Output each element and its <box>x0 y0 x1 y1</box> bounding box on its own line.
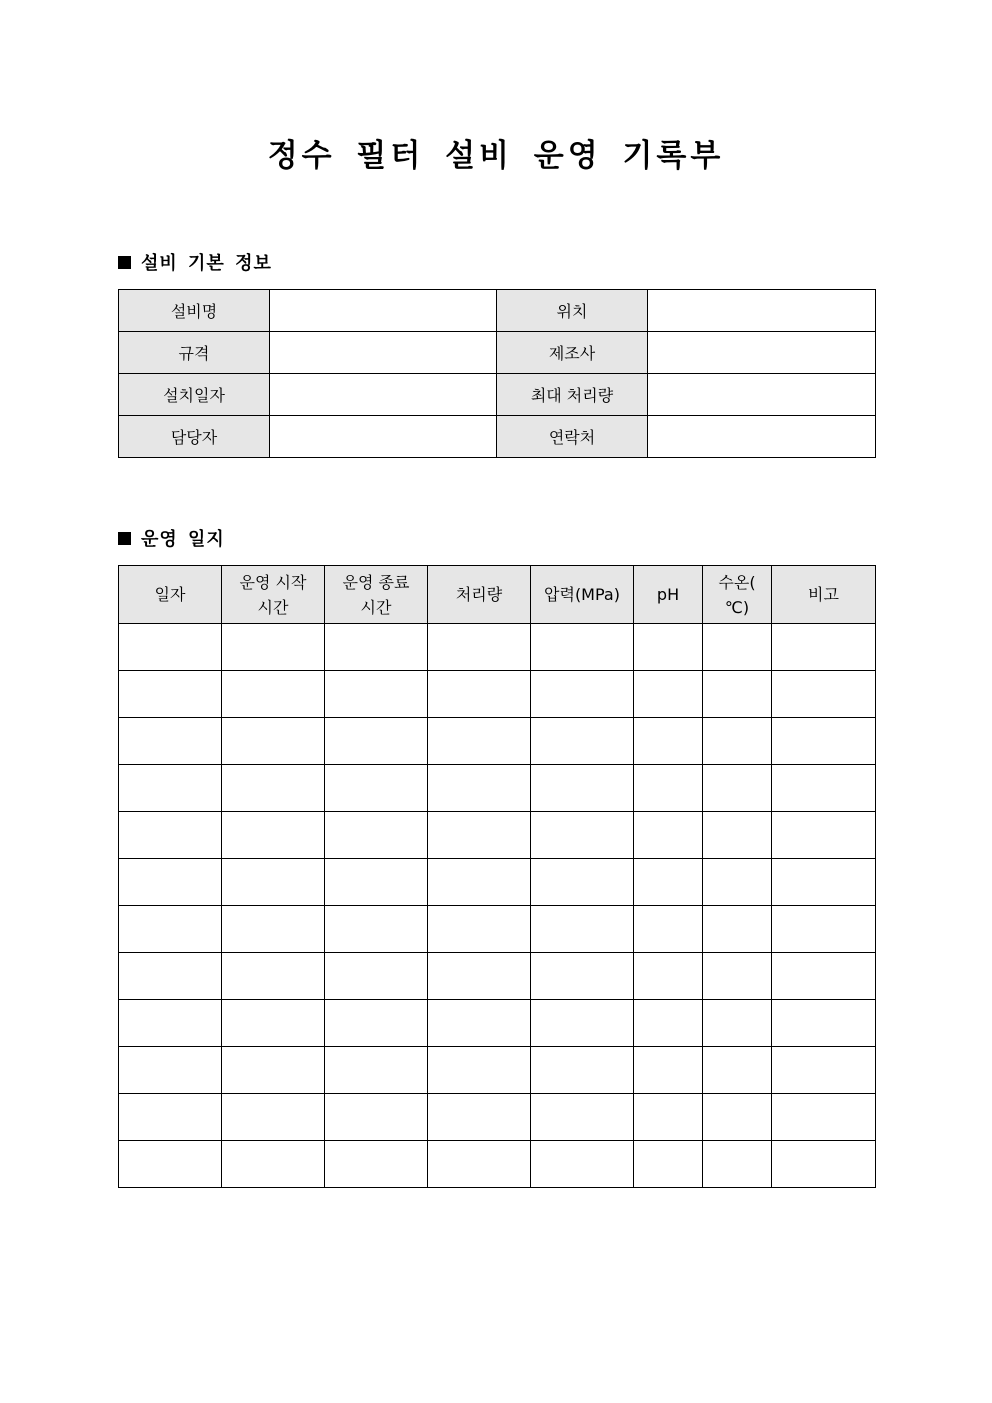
log-cell-end-time[interactable] <box>325 1047 428 1094</box>
column-header-line: 운영 종료 <box>342 572 410 592</box>
field-label: 위치 <box>497 290 648 332</box>
log-cell-pressure[interactable] <box>531 1047 634 1094</box>
log-cell-throughput[interactable] <box>428 624 531 671</box>
log-cell-throughput[interactable] <box>428 671 531 718</box>
column-header-throughput: 처리량 <box>428 566 531 624</box>
log-cell-remarks[interactable] <box>772 812 876 859</box>
log-cell-remarks[interactable] <box>772 671 876 718</box>
field-value-manager[interactable] <box>270 416 497 458</box>
field-value-equipment-name[interactable] <box>270 290 497 332</box>
log-cell-start-time[interactable] <box>222 906 325 953</box>
field-value-manufacturer[interactable] <box>648 332 876 374</box>
log-cell-pressure[interactable] <box>531 671 634 718</box>
log-cell-throughput[interactable] <box>428 953 531 1000</box>
column-header-line: 수온( <box>718 572 756 592</box>
basic-info-table <box>118 289 876 458</box>
log-cell-throughput[interactable] <box>428 1141 531 1188</box>
field-label: 규격 <box>119 332 270 374</box>
section-heading-label: 운영 일지 <box>141 529 225 550</box>
field-label: 연락처 <box>497 416 648 458</box>
operation-log-body <box>119 624 876 1188</box>
log-cell-water-temp[interactable] <box>703 671 772 718</box>
log-cell-pressure[interactable] <box>531 1141 634 1188</box>
log-cell-end-time[interactable] <box>325 906 428 953</box>
log-cell-remarks[interactable] <box>772 859 876 906</box>
log-cell-water-temp[interactable] <box>703 859 772 906</box>
log-cell-ph[interactable] <box>634 953 703 1000</box>
log-cell-end-time[interactable] <box>325 671 428 718</box>
log-cell-throughput[interactable] <box>428 859 531 906</box>
log-cell-ph[interactable] <box>634 718 703 765</box>
log-cell-remarks[interactable] <box>772 953 876 1000</box>
field-value-location[interactable] <box>648 290 876 332</box>
log-cell-start-time[interactable] <box>222 1094 325 1141</box>
log-cell-pressure[interactable] <box>531 953 634 1000</box>
field-label: 최대 처리량 <box>497 374 648 416</box>
table-row <box>119 290 876 332</box>
log-cell-start-time[interactable] <box>222 671 325 718</box>
black-square-icon <box>118 532 131 545</box>
column-header-line: 시간 <box>257 597 289 617</box>
log-cell-start-time[interactable] <box>222 624 325 671</box>
column-header-ph: pH <box>634 566 703 624</box>
table-row <box>119 812 876 859</box>
log-cell-date[interactable] <box>119 765 222 812</box>
log-cell-date[interactable] <box>119 906 222 953</box>
log-cell-remarks[interactable] <box>772 906 876 953</box>
log-cell-water-temp[interactable] <box>703 1094 772 1141</box>
log-cell-pressure[interactable] <box>531 859 634 906</box>
page-title: 정수 필터 설비 운영 기록부 <box>267 138 725 174</box>
log-cell-date[interactable] <box>119 624 222 671</box>
field-label: 제조사 <box>497 332 648 374</box>
log-cell-end-time[interactable] <box>325 1094 428 1141</box>
log-cell-water-temp[interactable] <box>703 1141 772 1188</box>
log-cell-ph[interactable] <box>634 1047 703 1094</box>
log-cell-remarks[interactable] <box>772 624 876 671</box>
field-label: 설치일자 <box>119 374 270 416</box>
log-cell-ph[interactable] <box>634 1000 703 1047</box>
log-cell-end-time[interactable] <box>325 953 428 1000</box>
log-cell-ph[interactable] <box>634 765 703 812</box>
log-cell-pressure[interactable] <box>531 624 634 671</box>
log-cell-ph[interactable] <box>634 1094 703 1141</box>
table-row <box>119 1047 876 1094</box>
log-cell-start-time[interactable] <box>222 1047 325 1094</box>
log-cell-remarks[interactable] <box>772 1094 876 1141</box>
section-heading-label: 설비 기본 정보 <box>141 253 272 274</box>
table-row <box>119 416 876 458</box>
log-cell-ph[interactable] <box>634 906 703 953</box>
log-cell-date[interactable] <box>119 953 222 1000</box>
column-header-line: ℃) <box>724 597 750 617</box>
log-cell-water-temp[interactable] <box>703 765 772 812</box>
log-cell-pressure[interactable] <box>531 1000 634 1047</box>
table-header-row <box>119 566 876 624</box>
log-cell-date[interactable] <box>119 1141 222 1188</box>
log-cell-throughput[interactable] <box>428 1000 531 1047</box>
table-row <box>119 1000 876 1047</box>
log-cell-start-time[interactable] <box>222 953 325 1000</box>
log-cell-end-time[interactable] <box>325 812 428 859</box>
column-header-line: 시간 <box>360 597 392 617</box>
column-header-date: 일자 <box>119 566 222 624</box>
log-cell-throughput[interactable] <box>428 906 531 953</box>
field-label: 설비명 <box>119 290 270 332</box>
log-cell-pressure[interactable] <box>531 1094 634 1141</box>
column-header-remarks: 비고 <box>772 566 876 624</box>
log-cell-end-time[interactable] <box>325 624 428 671</box>
log-cell-ph[interactable] <box>634 1141 703 1188</box>
log-cell-end-time[interactable] <box>325 1000 428 1047</box>
log-cell-end-time[interactable] <box>325 765 428 812</box>
log-cell-water-temp[interactable] <box>703 906 772 953</box>
log-cell-throughput[interactable] <box>428 812 531 859</box>
log-cell-water-temp[interactable] <box>703 1000 772 1047</box>
log-cell-pressure[interactable] <box>531 718 634 765</box>
log-cell-date[interactable] <box>119 718 222 765</box>
log-cell-ph[interactable] <box>634 859 703 906</box>
table-row <box>119 718 876 765</box>
log-cell-remarks[interactable] <box>772 1000 876 1047</box>
log-cell-ph[interactable] <box>634 671 703 718</box>
table-row <box>119 374 876 416</box>
log-cell-start-time[interactable] <box>222 1000 325 1047</box>
log-cell-water-temp[interactable] <box>703 812 772 859</box>
log-cell-end-time[interactable] <box>325 718 428 765</box>
field-value-spec[interactable] <box>270 332 497 374</box>
log-cell-start-time[interactable] <box>222 859 325 906</box>
table-row <box>119 1094 876 1141</box>
log-cell-pressure[interactable] <box>531 812 634 859</box>
field-value-install-date[interactable] <box>270 374 497 416</box>
log-cell-end-time[interactable] <box>325 1141 428 1188</box>
log-cell-throughput[interactable] <box>428 1047 531 1094</box>
table-row <box>119 906 876 953</box>
column-header-end-time <box>325 566 428 624</box>
log-cell-date[interactable] <box>119 1047 222 1094</box>
field-value-contact[interactable] <box>648 416 876 458</box>
log-cell-water-temp[interactable] <box>703 953 772 1000</box>
log-cell-start-time[interactable] <box>222 718 325 765</box>
log-cell-pressure[interactable] <box>531 765 634 812</box>
table-row <box>119 332 876 374</box>
log-cell-date[interactable] <box>119 859 222 906</box>
log-cell-ph[interactable] <box>634 812 703 859</box>
log-cell-remarks[interactable] <box>772 718 876 765</box>
log-cell-remarks[interactable] <box>772 1141 876 1188</box>
table-row <box>119 671 876 718</box>
log-cell-throughput[interactable] <box>428 718 531 765</box>
column-header-water-temp <box>703 566 772 624</box>
table-row <box>119 765 876 812</box>
log-cell-date[interactable] <box>119 1000 222 1047</box>
log-cell-date[interactable] <box>119 671 222 718</box>
log-cell-ph[interactable] <box>634 624 703 671</box>
log-cell-end-time[interactable] <box>325 859 428 906</box>
log-cell-water-temp[interactable] <box>703 718 772 765</box>
black-square-icon <box>118 256 131 269</box>
section-heading-basic-info <box>118 251 272 277</box>
table-row <box>119 859 876 906</box>
section-heading-operation-log <box>118 527 225 553</box>
operation-log-table <box>118 565 876 1188</box>
log-cell-water-temp[interactable] <box>703 1047 772 1094</box>
log-cell-start-time[interactable] <box>222 812 325 859</box>
log-cell-date[interactable] <box>119 1094 222 1141</box>
field-label: 담당자 <box>119 416 270 458</box>
log-cell-throughput[interactable] <box>428 1094 531 1141</box>
table-row <box>119 1141 876 1188</box>
column-header-line: 운영 시작 <box>239 572 307 592</box>
field-value-max-capacity[interactable] <box>648 374 876 416</box>
log-cell-water-temp[interactable] <box>703 624 772 671</box>
log-cell-pressure[interactable] <box>531 906 634 953</box>
table-row <box>119 624 876 671</box>
log-cell-remarks[interactable] <box>772 765 876 812</box>
column-header-start-time <box>222 566 325 624</box>
column-header-pressure: 압력(MPa) <box>531 566 634 624</box>
log-cell-date[interactable] <box>119 812 222 859</box>
log-cell-throughput[interactable] <box>428 765 531 812</box>
table-row <box>119 953 876 1000</box>
log-cell-remarks[interactable] <box>772 1047 876 1094</box>
log-cell-start-time[interactable] <box>222 1141 325 1188</box>
log-cell-start-time[interactable] <box>222 765 325 812</box>
